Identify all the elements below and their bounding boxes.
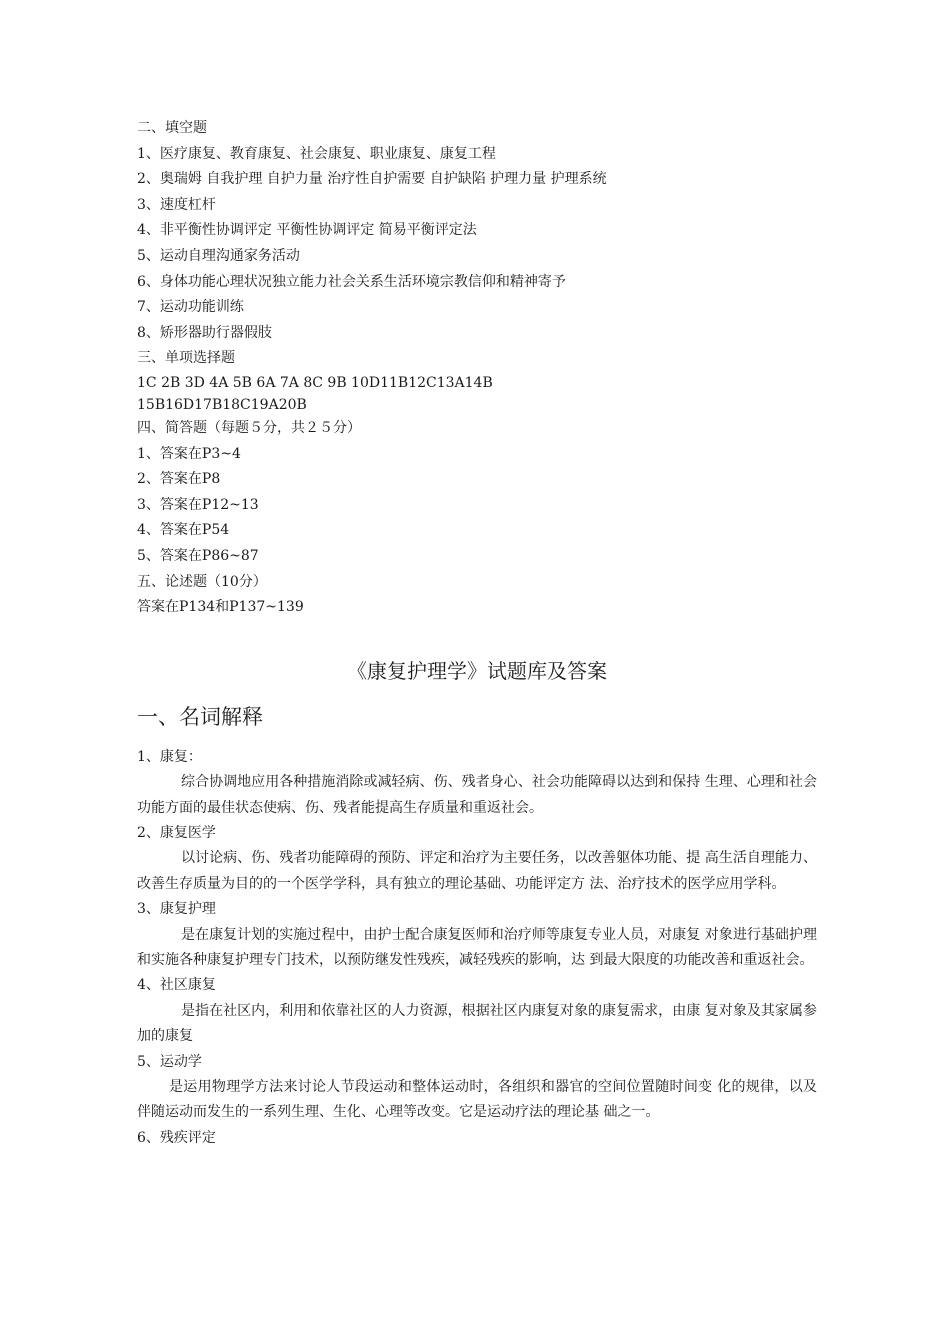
term-definition: 以讨论病、伤、残者功能障碍的预防、评定和治疗为主要任务，以改善躯体功能、提 高生活自理能力、改善生存质量为目的的一个医学学科，具有独立的理论基础、功能评定方 法、治疗技术的医学应用学科。 — [137, 850, 817, 892]
choice-heading: 三、单项选择题 — [137, 350, 235, 367]
short-answer-item: 4、答案在P54 — [137, 522, 230, 539]
short-answer-item: 2、答案在P8 — [137, 471, 221, 488]
essay-heading: 五、论述题（10分） — [137, 573, 267, 590]
section-heading: 一、名词解释 — [137, 704, 263, 729]
fill-item: 4、非平衡性协调评定 平衡性协调评定 简易平衡评定法 — [137, 222, 477, 239]
term-label: 3、康复护理 — [137, 901, 216, 918]
fill-item: 7、运动功能训练 — [137, 299, 244, 316]
term-definition: 是指在社区内，利用和依靠社区的人力资源，根据社区内康复对象的康复需求，由康 复对象及其家属参加的康复 — [137, 1002, 817, 1045]
short-answer-item: 3、答案在P12~13 — [137, 496, 259, 513]
term-label: 6、残疾评定 — [137, 1129, 216, 1146]
term-definition: 综合协调地应用各种措施消除或减轻病、伤、残者身心、社会功能障碍以达到和保持 生理、心理和社会功能方面的最佳状态使病、伤、残者能提高生存质量和重返社会。 — [137, 774, 817, 816]
choice-answers-line: 15B16D17B18C19A20B — [137, 396, 307, 413]
choice-answers-line: 1C 2B 3D 4A 5B 6A 7A 8C 9B 10D11B12C13A14B — [137, 374, 493, 391]
document-page — [137, 116, 817, 1151]
fill-item: 2、奥瑞姆 自我护理 自护力量 治疗性自护需要 自护缺陷 护理力量 护理系统 — [137, 171, 607, 188]
term-label: 5、运动学 — [137, 1053, 202, 1070]
fill-item: 8、矫形器助行器假肢 — [137, 324, 272, 341]
fill-blank-heading: 二、填空题 — [137, 120, 207, 136]
term-label: 2、康复医学 — [137, 824, 216, 841]
fill-item: 3、速度杠杆 — [137, 196, 216, 213]
fill-item: 5、运动自理沟通家务活动 — [137, 247, 300, 264]
document-title: 《康复护理学》试题库及答案 — [347, 658, 607, 683]
term-label: 1、康复： — [137, 748, 202, 765]
short-answer-heading: 四、简答题（每题５分，共２５分） — [137, 419, 361, 436]
term-label: 4、社区康复 — [137, 977, 216, 994]
short-answer-item: 1、答案在P3~4 — [137, 445, 241, 462]
essay-answer: 答案在P134和P137~139 — [137, 599, 304, 616]
term-definition: 是运用物理学方法来讨论人节段运动和整体运动时，各组织和器官的空间位置随时间变 化的规律，以及伴随运动而发生的一系列生理、生化、心理等改变。它是运动疗法的理论基 础之一。 — [137, 1078, 817, 1121]
short-answer-item: 5、答案在P86~87 — [137, 547, 259, 564]
fill-item: 1、医疗康复、教育康复、社会康复、职业康复、康复工程 — [137, 145, 496, 162]
fill-item: 6、身体功能心理状况独立能力社会关系生活环境宗教信仰和精神寄予 — [137, 273, 566, 290]
term-definition: 是在康复计划的实施过程中，由护士配合康复医师和治疗师等康复专业人员，对康复 对象进行基础护理和实施各种康复护理专门技术，以预防继发性残疾，减轻残疾的影响，达 到最大限度的功能改善和重返社会。 — [137, 926, 817, 968]
